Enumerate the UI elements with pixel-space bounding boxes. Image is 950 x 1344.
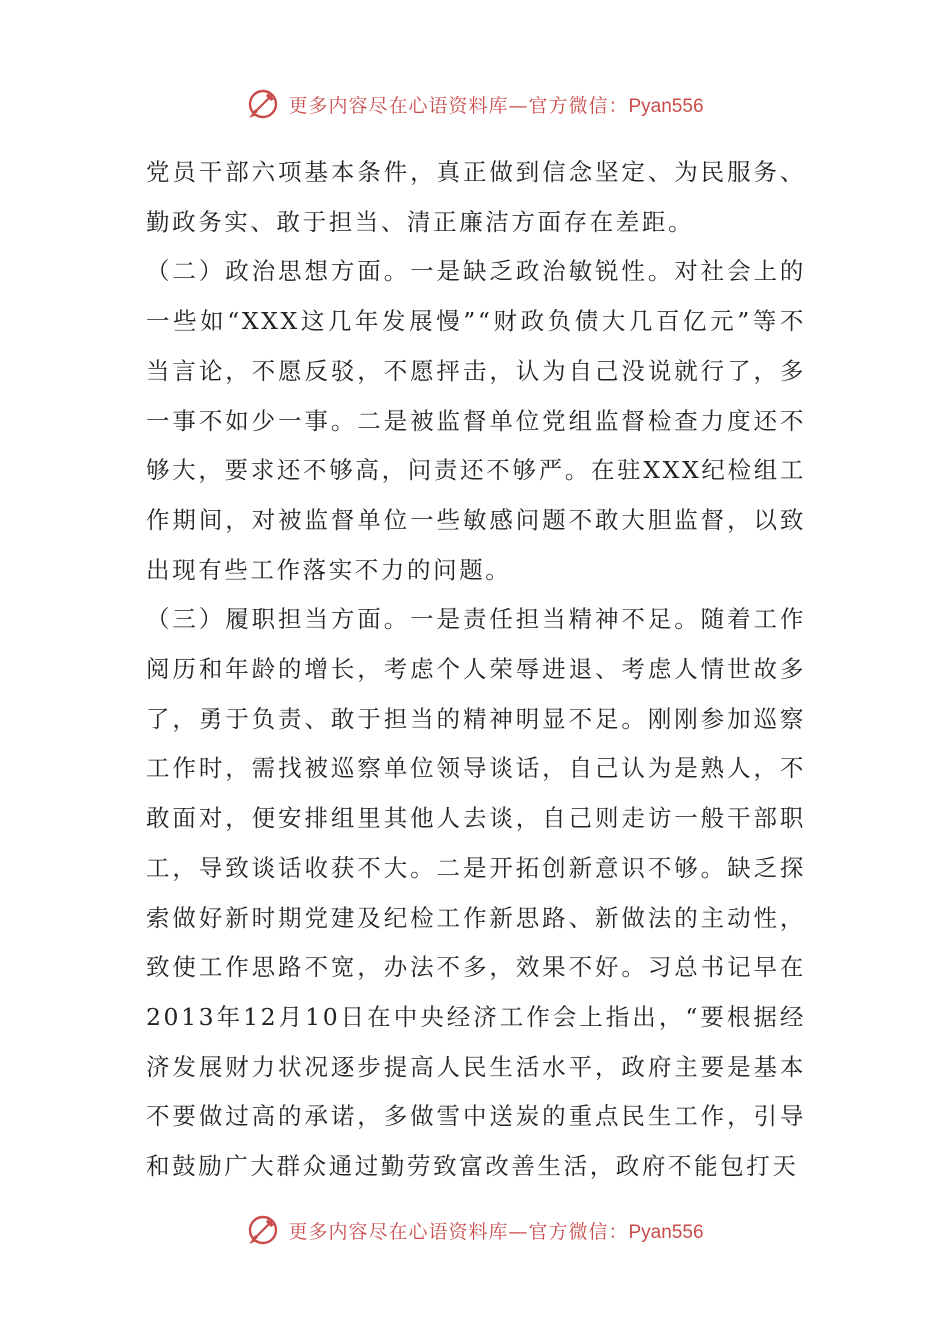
footer-wechat-id: Pyan556 (628, 1221, 704, 1243)
header-watermark-label: 更多内容尽在心语资料库—官方微信： (288, 94, 629, 117)
footer-watermark-text (288, 1217, 703, 1244)
pen-logo-icon (246, 87, 280, 121)
header-watermark-text (288, 91, 703, 118)
paragraph: （二）政治思想方面。一是缺乏政治敏锐性。对社会上的一些如“XXX这几年发展慢”“财政负债大几百亿元”等不当言论，不愿反驳，不愿抨击，认为自己没说就行了，多一事不如少一事。二是被监督单位党组监督检查力度还不够大，要求还不够高，问责还不够严。在驻XXX纪检组工作期间，对被监督单位一些敏感问题不敢大胆监督，以致出现有些工作落实不力的问题。 (146, 257, 806, 584)
header-wechat-id: Pyan556 (628, 95, 704, 117)
footer-watermark-label: 更多内容尽在心语资料库—官方微信： (288, 1220, 629, 1243)
paragraph: 党员干部六项基本条件，真正做到信念坚定、为民服务、勤政务实、敢于担当、清正廉洁方面存在差距。 (146, 158, 806, 236)
paragraph: （三）履职担当方面。一是责任担当精神不足。随着工作阅历和年龄的增长，考虑个人荣辱进退、考虑人情世故多了，勇于负责、敢于担当的精神明显不足。刚刚参加巡察工作时，需找被巡察单位领导谈话，自己认为是熟人，不敢面对，便安排组里其他人去谈，自己则走访一般干部职工，导致谈话收获不大。二是开拓创新意识不够。缺乏探索做好新时期党建及纪检工作新思路、新做法的主动性，致使工作思路不宽，办法不多，效果不好。习总书记早在2013年12月10日在中央经济工作会上指出，“要根据经济发展财力状况逐步提高人民生活水平，政府主要是基本不要做过高的承诺，多做雪中送炭的重点民生工作，引导和鼓励广大群众通过勤劳致富改善生活，政府不能包打天 (146, 605, 806, 1181)
footer-watermark (0, 1210, 950, 1250)
pen-logo-icon (246, 1213, 280, 1247)
header-watermark (0, 84, 950, 124)
document-body (146, 148, 806, 1192)
